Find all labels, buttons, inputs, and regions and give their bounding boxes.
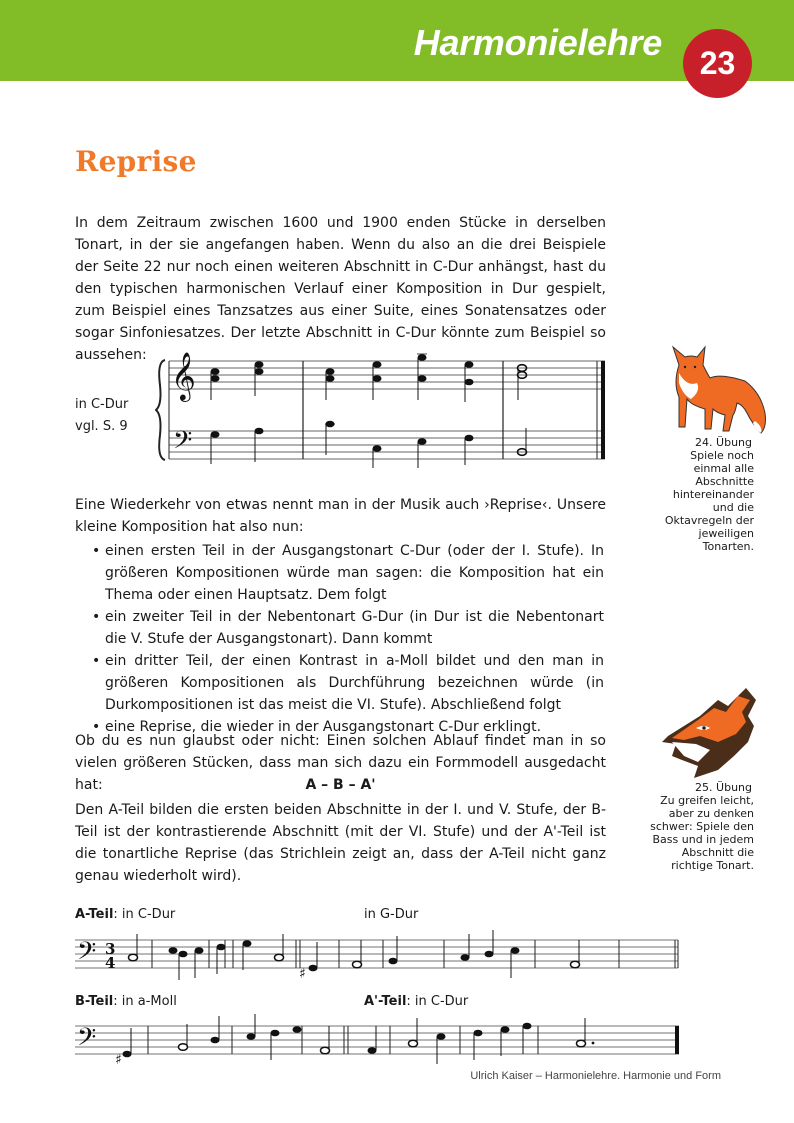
form-explanation-paragraph: Den A-Teil bilden die ersten beiden Abschnitte in der I. und V. Stufe, der B-Teil ist der kontrastierende Abschnitt (mit der VI. Stufe) und der A'-Teil ist die tonartliche Reprise (das Strichlein zeigt an, dass der A-Teil nicht ganz genau wiederholt wird). [75, 802, 606, 884]
exercise-24-caption [614, 436, 754, 553]
list-item: • eine Reprise, die wieder in der Ausgangstonart C-Dur erklingt. [92, 716, 604, 738]
header-bar [0, 0, 794, 81]
a-teil-label-bold: A-Teil [75, 907, 114, 922]
grand-staff-score [155, 340, 610, 470]
exercise-25-title: 25. Übung [695, 781, 752, 794]
list-item: • ein zweiter Teil in der Nebentonart G-Dur (in Dur ist die Nebentonart die V. Stufe der Ausgangstonart). Dann kommt [92, 606, 604, 650]
exercise-24-text: Spiele noch einmal alle Abschnitte hintereinander und die Oktavregeln der jeweiligen Tonarten. [664, 449, 754, 553]
list-item: • einen ersten Teil in der Ausgangstonart C-Dur (oder der I. Stufe). In größeren Kompositionen würde man sagen: die Komposition hat ein Thema oder einen Hauptsatz. Dem folgt [92, 540, 604, 606]
svg-text:𝄢: 𝄢 [77, 1023, 97, 1058]
bass-staff-line-1-notes [75, 928, 685, 984]
form-formula: A – B – A' [305, 777, 376, 793]
page-title: Reprise [75, 145, 197, 178]
form-model-paragraph: Ob du es nun glaubst oder nicht: Einen solchen Ablauf findet man in so vielen größeren Stücken, dass man sich dazu ein Formmodell ausgedacht hat: [75, 733, 606, 793]
b-teil-label [75, 994, 177, 1009]
page-footer: Ulrich Kaiser – Harmonielehre. Harmonie und Form [470, 1070, 721, 1082]
page-number-badge: 23 [683, 29, 752, 98]
svg-text:4: 4 [105, 954, 116, 972]
a-prime-teil-label [364, 994, 468, 1009]
exercise-25-caption [614, 781, 754, 872]
fox-standing-icon [665, 343, 770, 435]
g-dur-label: in G-Dur [364, 907, 419, 922]
exercise-25-text: Zu greifen leicht, aber zu denken schwer: Spiele den Bass und in jedem Abschnitt die richtige Tonart. [650, 794, 754, 872]
svg-text:𝄞: 𝄞 [171, 351, 196, 400]
a-teil-label [75, 907, 175, 922]
b-teil-label-key: : in a-Moll [113, 994, 177, 1009]
list-item: • ein dritter Teil, der einen Kontrast in a-Moll bildet und den man in größeren Kompositionen als Durchführung bezeichnen würde (in Durkompositionen ist das meist die VI. Stufe). Abschließend folgt [92, 650, 604, 716]
form-sections-list [92, 540, 604, 738]
a-teil-label-key: : in C-Dur [113, 907, 176, 922]
example-key-label [75, 394, 128, 438]
a-prime-teil-label-bold: A'-Teil [364, 994, 407, 1009]
a-prime-teil-label-key: : in C-Dur [406, 994, 469, 1009]
exercise-24-title: 24. Übung [695, 436, 752, 449]
intro-paragraph: In dem Zeitraum zwischen 1600 und 1900 enden Stücke in derselben Tonart, in der sie angefangen haben. Wenn du also an die drei Beispiele der Seite 22 nur noch einen weiteren Abschnitt in C-Dur anhängst, hast du den typischen harmonischen Verlauf einer Komposition in Dur gespielt, zum Beispiel eines Tanzsatzes aus einer Suite, eines Sonatensatzes oder sogar Sinfoniesatzes. Der letzte Abschnitt in C-Dur könnte zum Beispiel so aussehen: [75, 215, 606, 363]
svg-text:𝄢: 𝄢 [173, 426, 193, 461]
bass-staff-line-2 [75, 1014, 685, 1070]
header-title: Harmonielehre [413, 22, 662, 63]
reprise-paragraph: Eine Wiederkehr von etwas nennt man in der Musik auch ›Reprise‹. Unsere kleine Komposition hat also nun: [75, 497, 606, 535]
fox-head-icon [658, 686, 758, 778]
svg-text:𝄢: 𝄢 [77, 937, 97, 972]
svg-text:♯: ♯ [115, 1052, 122, 1068]
example-reference-line: vgl. S. 9 [75, 419, 128, 434]
b-teil-label-bold: B-Teil [75, 994, 114, 1009]
svg-text:3: 3 [105, 940, 116, 958]
svg-text:♯: ♯ [299, 966, 306, 982]
example-key-line: in C-Dur [75, 397, 129, 412]
